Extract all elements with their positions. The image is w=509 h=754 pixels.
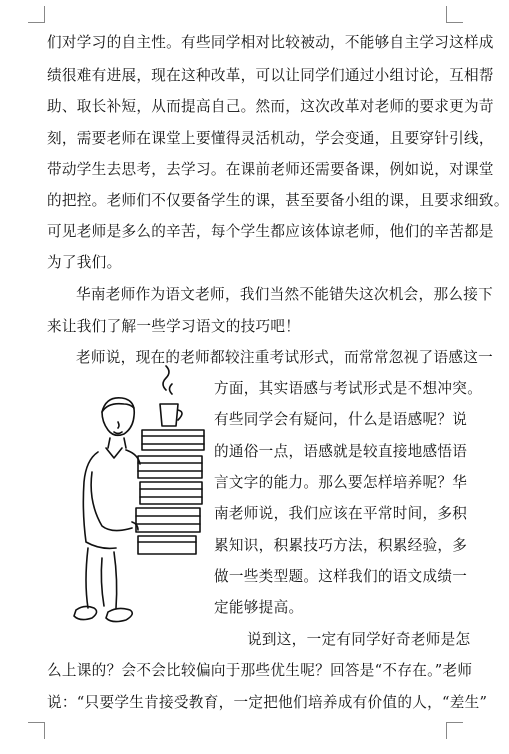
text-line: 么上课的？会不会比较偏向于那些优生呢？回答是“不存在。”老师: [47, 662, 473, 679]
text-line: 方面，其实语感与考试形式是不想冲突。: [214, 380, 483, 397]
text-line: 定能够提高。: [214, 599, 304, 616]
teacher-carrying-books-illustration: [62, 372, 212, 634]
text-line: 带动学生去思考，去学习。在课前老师还需要备课，例如说，对课堂: [47, 161, 494, 178]
text-line: 有些同学会有疑问，什么是语感呢？说: [214, 411, 468, 428]
text-line: 刻，需要老师在课堂上要懂得灵活机动，学会变通，且要穿针引线，: [47, 130, 494, 147]
crop-mark-bottom-right: [446, 722, 463, 739]
text-line: 南老师说，我们应该在平常时间，多积: [214, 505, 468, 522]
text-line: 说：“只要学生肯接受教育，一定把他们培养成有价值的人，“差生”: [47, 694, 488, 711]
crop-mark-top-left: [28, 6, 45, 23]
text-line: 们对学习的自主性。有些同学相对比较被动，不能够自主学习这样成: [47, 34, 494, 51]
text-line: 可见老师是多么的辛苦，每个学生都应该体谅老师，他们的辛苦都是: [47, 223, 494, 240]
text-line: 的把控。老师们不仅要备学生的课，甚至要备小组的课，且要求细致。: [47, 192, 509, 209]
text-line: 说到这，一定有同学好奇老师是怎: [247, 631, 471, 648]
text-line: 绩很难有进展，现在这种改革，可以让同学们通过小组讨论，互相帮: [47, 67, 494, 84]
text-line: 来让我们了解一些学习语文的技巧吧！: [47, 318, 301, 335]
text-line: 做一些类型题。这样我们的语文成绩一: [214, 568, 468, 585]
text-line: 为了我们。: [47, 254, 122, 271]
text-line: 言文字的能力。那么要怎样培养呢？华: [214, 474, 468, 491]
text-line: 老师说，现在的老师都较注重考试形式，而常常忽视了语感这一: [76, 349, 494, 366]
text-line: 累知识，积累技巧方法，积累经验，多: [214, 537, 468, 554]
text-line: 助、取长补短，从而提高自己。然而，这次改革对老师的要求更为苛: [47, 98, 494, 115]
crop-mark-top-right: [446, 6, 463, 23]
text-line: 的通俗一点，语感就是较直接地感悟语: [214, 443, 468, 460]
text-line: 华南老师作为语文老师，我们当然不能错失这次机会，那么接下: [76, 286, 494, 303]
crop-mark-bottom-left: [28, 722, 45, 739]
